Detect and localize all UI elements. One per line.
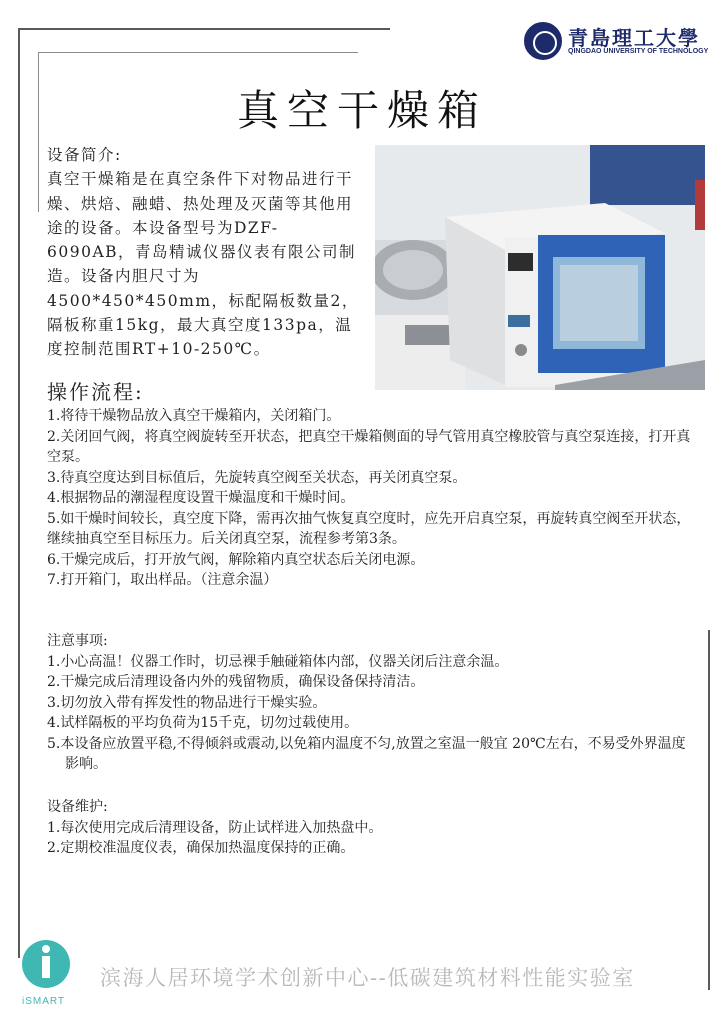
note-item: 3.切勿放入带有挥发性的物品进行干燥实验。 <box>47 694 327 711</box>
note-item: 2.干燥完成后清理设备内外的残留物质，确保设备保持清洁。 <box>47 674 425 690</box>
process-step: 5.如干燥时间较长，真空度下降，需再次抽气恢复真空度时，应先开启真空泵，再旋转真空阀至开状态，继续抽真空至目标压力。后关闭真空泵，流程参考第3条。 <box>47 510 691 547</box>
maintenance-item: 1.每次使用完成后清理设备，防止试样进入加热盘中。 <box>47 819 383 836</box>
maintenance-item: 2.定期校准温度仪表，确保加热温度保持的正确。 <box>47 840 355 856</box>
intro-section <box>47 143 365 362</box>
process-section <box>47 378 697 591</box>
university-name-en: QINGDAO UNIVERSITY OF TECHNOLOGY <box>568 48 709 55</box>
university-name-cn: 青島理工大學 <box>568 26 700 50</box>
process-step: 6.干燥完成后，打开放气阀，解除箱内真空状态后关闭电源。 <box>47 551 425 568</box>
decorative-frame-top <box>18 28 390 30</box>
page-title: 真空干燥箱 <box>236 86 487 135</box>
process-step: 3.待真空度达到目标值后，先旋转真空阀至关状态，再关闭真空泵。 <box>47 469 467 486</box>
notes-section <box>47 631 697 775</box>
note-item: 1.小心高温！仪器工作时，切忌裸手触碰箱体内部，仪器关闭后注意余温。 <box>47 653 509 670</box>
equipment-photo <box>375 145 705 390</box>
decorative-frame-left <box>18 28 20 958</box>
university-seal-icon <box>524 22 562 60</box>
process-heading: 操作流程: <box>47 380 144 404</box>
university-logo <box>524 20 714 64</box>
vacuum-oven-image <box>375 145 705 390</box>
footer-lab-name: 滨海人居环境学术创新中心--低碳建筑材料性能实验室 <box>100 966 635 990</box>
process-step: 1.将待干燥物品放入真空干燥箱内，关闭箱门。 <box>47 408 341 424</box>
decorative-frame-right <box>708 630 710 990</box>
intro-text: 真空干燥箱是在真空条件下对物品进行干燥、烘焙、融蜡、热处理及灭菌等其他用途的设备。本设备型号为DZF-6090AB，青岛精诚仪器仪表有限公司制造。设备内胆尺寸为4500*450*450mm，标配隔板数量2，隔板称重15kg，最大真空度133pa，温度控制范围RT+10-250℃。 <box>47 170 359 359</box>
decorative-frame-top-inner <box>38 52 358 53</box>
process-step: 7.打开箱门，取出样品。（注意余温） <box>47 572 278 588</box>
process-step: 4.根据物品的潮湿程度设置干燥温度和干燥时间。 <box>47 490 355 506</box>
notes-heading: 注意事项: <box>47 633 108 649</box>
process-step: 2.关闭回气阀，将真空阀旋转至开状态，把真空干燥箱侧面的导气管用真空橡胶管与真空泵连接，打开真空泵。 <box>47 428 691 465</box>
note-item: 4.试样隔板的平均负荷为15千克，切勿过载使用。 <box>47 715 359 731</box>
ismart-brand: iSMART <box>22 996 66 1007</box>
ismart-logo <box>16 934 74 1014</box>
maintenance-section <box>47 797 697 859</box>
intro-label: 设备简介: <box>47 146 122 164</box>
note-item: 5.本设备应放置平稳,不得倾斜或震动,以免箱内温度不匀,放置之室温一般宜 20℃左右，不易受外界温度影响。 <box>47 735 686 772</box>
maintenance-heading: 设备维护: <box>47 799 108 815</box>
